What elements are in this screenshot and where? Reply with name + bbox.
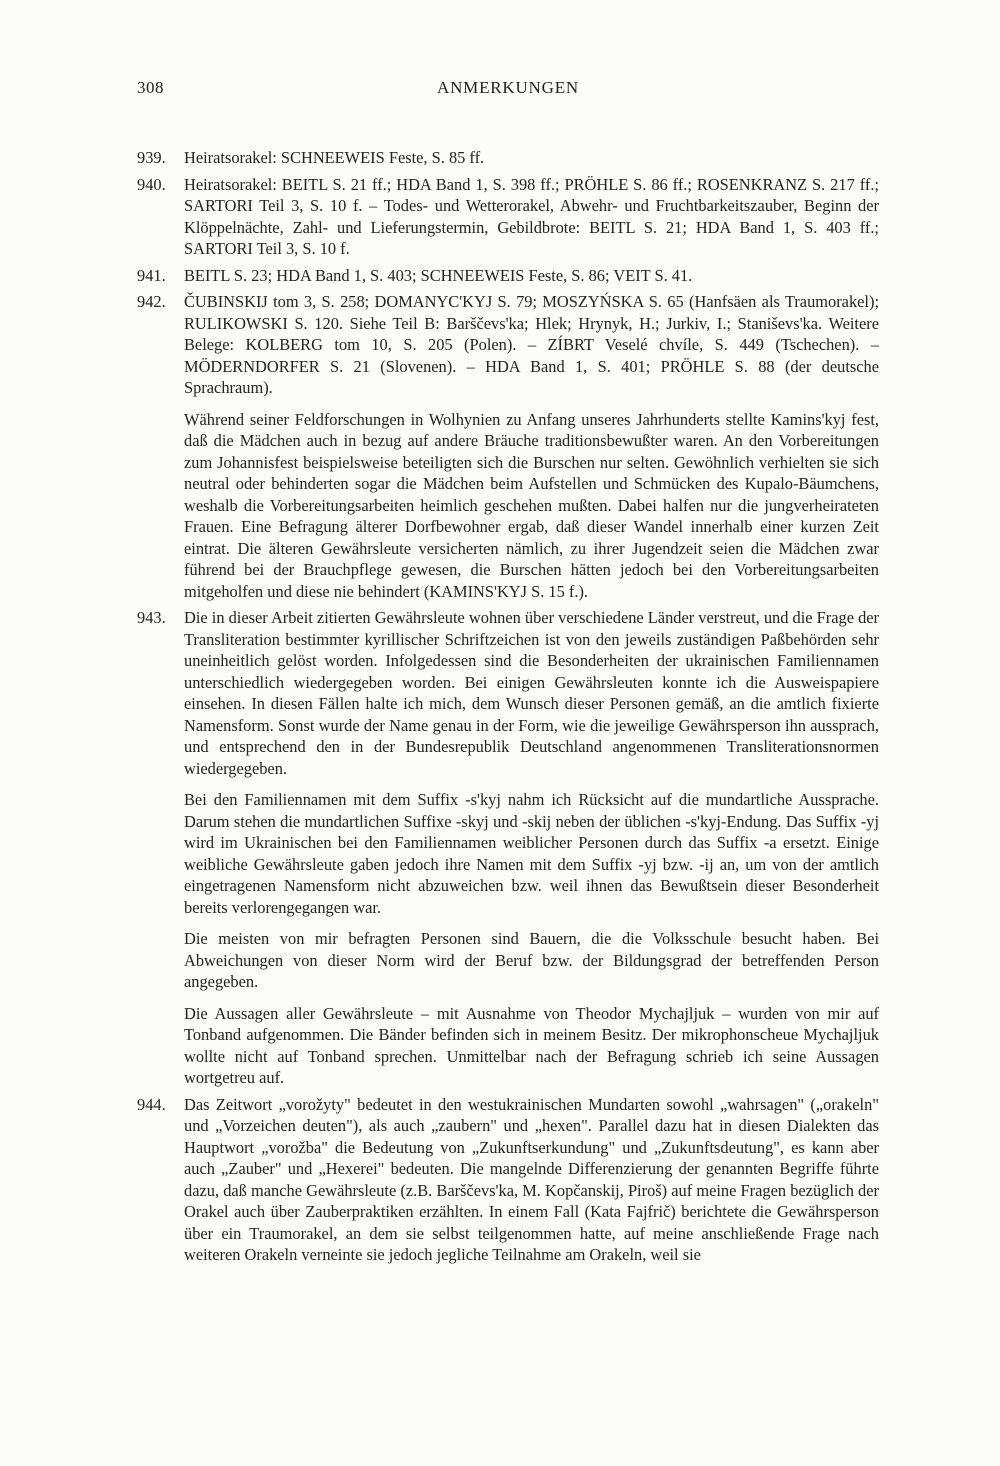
note-number: 942. (137, 292, 166, 311)
note-paragraph: Die meisten von mir befragten Personen sind Bauern, die die Volksschule besucht haben. Bei Abweichungen von dieser Norm wird der Beruf bzw. der Bildungsgrad der betreffenden Person angegeben. (184, 929, 879, 991)
endnotes-list (137, 147, 879, 1271)
note-paragraph: Die in dieser Arbeit zitierten Gewährsleute wohnen über verschiedene Länder verstreut, und die Frage der Transliteration bestimmter kyrillischer Schriftzeichen ist von den jeweils zuständigen Paßbehörden sehr uneinheitlich gelöst worden. Infolgedessen sind die Besonderheiten der ukrainischen Familiennamen unterschiedlich wiedergegeben worden. Bei einigen Gewährsleuten konnte ich die Ausweispapiere einsehen. In diesen Fällen halte ich mich, dem Wunsch dieser Personen gemäß, an die amtlich fixierte Namensform. Sonst wurde der Name genau in der Form, wie die jeweilige Gewährsperson ihn aussprach, und entsprechend den in der Bundesrepublik Deutschland angenommenen Transliterationsnormen wiedergegeben. (184, 608, 879, 778)
note-940 (137, 174, 879, 260)
note-paragraph: Während seiner Feldforschungen in Wolhynien zu Anfang unseres Jahrhunderts stellte Kamins'kyj fest, daß die Mädchen auch in bezug auf andere Bräuche traditionsbewußter waren. An den Vorbereitungen zum Johannisfest beispielsweise beteiligten sich die Burschen nur selten. Gewöhnlich verhielten sie sich neutral oder behinderten sogar die Mädchen beim Aufstellen und Schmücken des Kupalo-Bäumchens, weshalb die Vorbereitungsarbeiten heimlich geschehen mußten. Dabei halfen nur die jungverheirateten Frauen. Eine Befragung älterer Dorfbewohner ergab, daß dieser Wandel innerhalb einer kurzen Zeit eintrat. Die älteren Gewährsleute versicherten nämlich, zu ihrer Jugendzeit seien die Mädchen zwar führend bei der Brauchpflege gewesen, die Burschen hätten jedoch bei den Vorbereitungsarbeiten mitgeholfen und diese nie behindert (KAMINS'KYJ S. 15 f.). (184, 409, 879, 601)
note-paragraph: Heiratsorakel: BEITL S. 21 ff.; HDA Band 1, S. 398 ff.; PRÖHLE S. 86 ff.; ROSENKRANZ S. 217 ff.; SARTORI Teil 3, S. 10 f. – Todes- und Wetterorakel, Abwehr- und Fruchtbarkeitszauber, Beginn der Klöppelnächte, Zahl- und Lieferungstermin, Gebildbrote: BEITL S. 21; HDA Band 1, S. 403 ff.; SARTORI Teil 3, S. 10 f. (184, 174, 879, 258)
note-number: 944. (137, 1094, 166, 1114)
note-body (184, 607, 879, 1089)
note-941 (137, 265, 879, 287)
note-number: 943. (137, 608, 166, 627)
note-body (184, 147, 879, 169)
note-number: 941. (137, 265, 166, 285)
note-943 (137, 607, 879, 1089)
note-body (184, 1094, 879, 1266)
note-942 (137, 291, 879, 602)
page-header (137, 78, 879, 102)
note-paragraph: ČUBINSKIJ tom 3, S. 258; DOMANYC'KYJ S. 79; MOSZYŃSKA S. 65 (Hanfsäen als Traumorakel); RULIKOWSKI S. 120. Siehe Teil B: Barščevs'ka; Hlek; Hrynyk, H.; Jurkiv, I.; Stanišеvs'ka. Weitere Belege: KOLBERG tom 10, S. 205 (Polen). – ZÍBRT Veselé chvíle, S. 449 (Tschechen). – MÖDERNDORFER S. 21 (Slovenen). – HDA Band 1, S. 401; PRÖHLE S. 88 (der deutsche Sprachraum). (184, 292, 879, 397)
note-paragraph: BEITL S. 23; HDA Band 1, S. 403; SCHNEEWEIS Feste, S. 86; VEIT S. 41. (184, 265, 693, 285)
note-paragraph: Bei den Familiennamen mit dem Suffix -s'kyj nahm ich Rücksicht auf die mundartliche Aussprache. Darum stehen die mundartlichen Suffixe -skyj und -skij neben der üblichen -s'kyj-Endung. Das Suffix -yj wird im Ukrainischen bei den Familiennamen weiblicher Personen durch das Suffix -a ersetzt. Einige weibliche Gewährsleute gaben jedoch ihre Namen mit dem Suffix -yj bzw. -ij an, um von der amtlich eingetragenen Namensform nicht abzuweichen bzw. weil ihnen das Bewußtsein dieser Besonderheit bereits verlorengegangen war. (184, 790, 879, 917)
note-paragraph: Die Aussagen aller Gewährsleute – mit Ausnahme von Theodor Mychajljuk – wurden von mir auf Tonband aufgenommen. Die Bänder befinden sich in meinem Besitz. Der mikrophonscheue Mychajljuk wollte nicht auf Tonband sprechen. Unmittelbar nach der Befragung schrieb ich seine Aussagen wortgetreu auf. (184, 1003, 879, 1087)
note-paragraph: Heiratsorakel: SCHNEEWEIS Feste, S. 85 ff. (184, 148, 485, 167)
note-body (184, 291, 879, 602)
running-head: ANMERKUNGEN (437, 78, 579, 97)
note-body (184, 174, 879, 260)
note-body (184, 265, 879, 287)
note-number: 939. (137, 148, 166, 167)
note-number: 940. (137, 174, 166, 194)
note-paragraph: Das Zeitwort „vorožyty" bedeutet in den westukrainischen Mundarten sowohl „wahrsagen" („orakeln" und „Vorzeichen deuten"), als auch „zaubern" und „hexen". Parallel dazu hat in diesen Dialekten das Hauptwort „vorožba" die Bedeutung von „Zukunftserkundung" und „Zukunftsdeutung", es kann aber auch „Zauber" und „Hexerei" bedeuten. Die mangelnde Differenzierung der genannten Begriffe führte dazu, daß manche Gewährsleute (z.B. Barščevs'ka, M. Kopčanskij, Piroš) auf meine Fragen bezüglich der Orakel auch über Zauberpraktiken erzählten. In einem Fall (Kata Fajfrič) berichtete die Gewährsperson über ein Traumorakel, an dem sie selbst teilgenommen hatte, auf meine anschließende Frage nach weiteren Orakeln verneinte sie jedoch jegliche Teilnahme am Orakeln, weil sie (184, 1094, 879, 1264)
note-944 (137, 1094, 879, 1266)
note-939 (137, 147, 879, 169)
page-number: 308 (137, 78, 164, 97)
